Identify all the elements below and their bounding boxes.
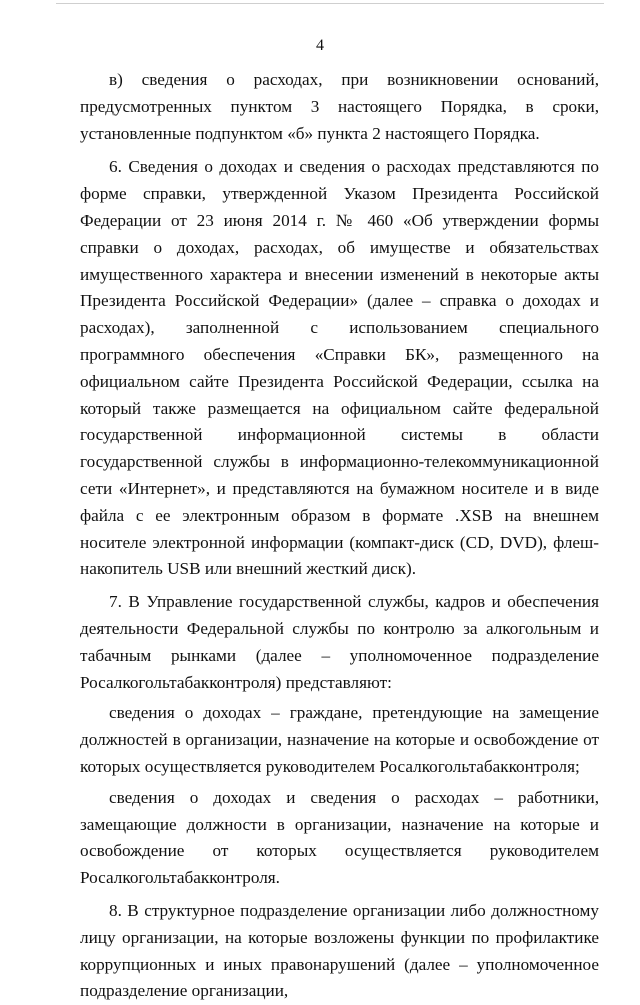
paragraph-item-7: 7. В Управление государственной службы, кадров и обеспечения деятельности Федеральной службы по контролю за алкогольным и табачным рынками (далее – уполномоченное подразделение Росалкогольтабакконтроля) представляют: <box>80 592 599 692</box>
scan-top-edge <box>56 3 604 4</box>
paragraph-income-applicants: сведения о доходах – граждане, претендующие на замещение должностей в организации, назначение на которые и освобождение от которых осуществляется руководителем Росалкогольтабакконтроля; <box>80 703 599 776</box>
page-number: 4 <box>316 37 324 54</box>
paragraph-item-8: 8. В структурное подразделение организации либо должностному лицу организации, на которые возложены функции по профилактике коррупционных и иных правонарушений (далее – уполномоченное подразделение организации, <box>80 900 599 1001</box>
paragraph-item-6: 6. Сведения о доходах и сведения о расходах представляются по форме справки, утвержденной Указом Президента Российской Федерации от 23 июня 2014 г. № 460 «Об утверждении формы справки о доходах, расходах, об имуществе и обязательствах имущественного характера и внесении изменений в некоторые акты Президента Российской Федерации» (далее – справка о доходах и расходах), заполненной с использованием специального программного обеспечения «Справки БК», размещенного на официальном сайте Президента Российской Федерации, ссылка на который также размещается на официальном сайте федеральной государственной информационной системы в области государственной службы в информационно-телекоммуникационной сети «Интернет», и представляются на бумажном носителе и в виде файла с ее электронным образом в формате .XSB на внешнем носителе электронной информации (компакт-диск (CD, DVD), флеш-накопитель USB или внешний жесткий диск). <box>80 157 599 579</box>
document-body <box>80 67 599 1005</box>
paragraph-subitem-v: в) сведения о расходах, при возникновении оснований, предусмотренных пунктом 3 настоящего Порядка, в сроки, установленные подпунктом «б» пункта 2 настоящего Порядка. <box>80 70 599 143</box>
paragraph-income-employees: сведения о доходах и сведения о расходах – работники, замещающие должности в организации, назначение на которые и освобождение от которых осуществляется руководителем Росалкогольтабакконтроля. <box>80 787 599 888</box>
